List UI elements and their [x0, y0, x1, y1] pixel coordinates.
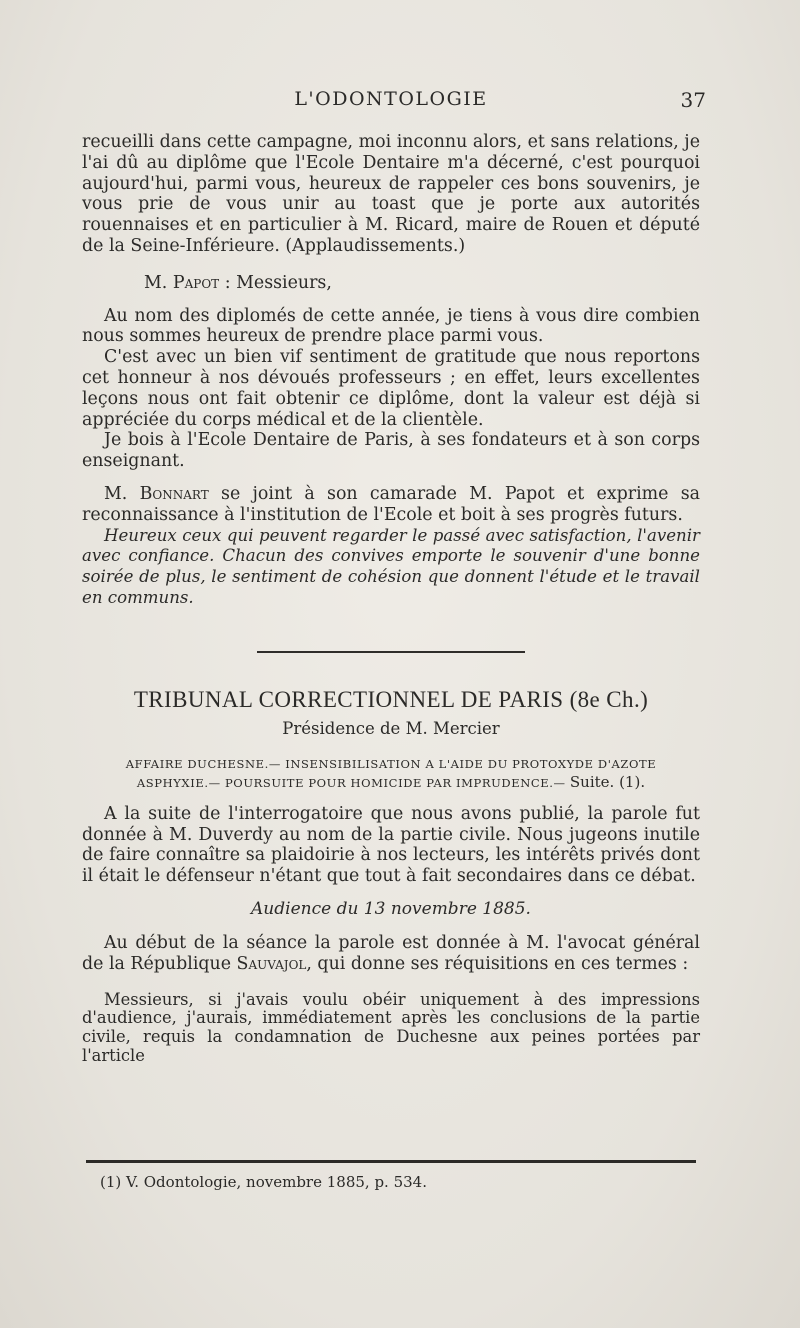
papot-name: Papot — [172, 272, 220, 293]
affair-line-2 — [82, 773, 700, 792]
presidence-line: Présidence de M. Mercier — [282, 718, 500, 738]
debut-text-a: Au début de la séance la parole est donnée à M. l'avocat général de la République — [82, 932, 700, 974]
quoted-requisition: Messieurs, si j'avais voulu obéir uniquement à des impressions d'audience, j'aurais, immédiatement après les conclusions de la partie civile, requis la condamnation de Duchesne aux peines portées par l'article — [82, 989, 700, 1065]
papot-paragraph-3: Je bois à l'Ecole Dentaire de Paris, à ses fondateurs et à son corps enseignant. — [82, 430, 700, 472]
page-number: 37 — [680, 88, 706, 112]
affair-line-2-text: ASPHYXIE.— POURSUITE POUR HOMICIDE PAR IMPRUDENCE.— — [136, 775, 566, 790]
papot-suffix: : Messieurs, — [224, 272, 332, 293]
footnote-rule — [86, 1160, 696, 1163]
audience-date: Audience du 13 novembre 1885. — [251, 898, 531, 919]
papot-paragraph-2: C'est avec un bien vif sentiment de gratitude que nous reportons cet honneur à nos dévoués professeurs ; en effet, leurs excellentes leçons nous ont fait obtenir ce diplôme, dont la valeur est déjà si appréciée du corps médical et de la clientèle. — [82, 347, 700, 430]
affair-heading — [82, 755, 700, 792]
papot-speaker-line — [144, 273, 700, 294]
papot-paragraph-1: Au nom des diplomés de cette année, je tiens à vous dire combien nous sommes heureux de prendre place parmi vous. — [82, 305, 700, 347]
interrogatoire-paragraph: A la suite de l'interrogatoire que nous avons publié, la parole fut donnée à M. Duverdy au nom de la partie civile. Nous jugeons inutile de faire connaître sa plaidoirie à nos lecteurs, les intérêts privés dont il était le défenseur n'étant que tout à fait secondaires dans ce débat. — [82, 803, 700, 887]
running-head — [82, 88, 706, 120]
section-title: TRIBUNAL CORRECTIONNEL DE PARIS (8e Ch.) — [133, 686, 649, 712]
closing-italic-paragraph: Heureux ceux qui peuvent regarder le passé avec satisfaction, l'avenir avec confiance. Chacun des convives emporte le souvenir d'une bonne soirée de plus, le sentiment de cohésion que donnent l'étude et le travail en communs. — [82, 525, 700, 607]
affair-suite: Suite. (1). — [569, 772, 646, 791]
bonnart-rest: se joint à son camarade M. Papot et exprime sa reconnaissance à l'institution de l'Ecole et boit à ses progrès futurs. — [82, 483, 701, 525]
footnote: (1) V. Odontologie, novembre 1885, p. 534. — [100, 1173, 427, 1191]
papot-prefix: M. — [144, 272, 168, 293]
running-title: L'ODONTOLOGIE — [294, 88, 488, 110]
bonnart-paragraph — [82, 484, 700, 526]
sauvajol-name: Sauvajol — [236, 953, 307, 974]
bonnart-prefix: M. — [104, 483, 128, 504]
debut-text-b: , qui donne ses réquisitions en ces termes : — [306, 953, 689, 974]
debut-paragraph — [82, 933, 700, 975]
affair-line-1: AFFAIRE DUCHESNE.— INSENSIBILISATION A L'AIDE DU PROTOXYDE D'AZOTE — [125, 756, 657, 771]
continued-paragraph: recueilli dans cette campagne, moi inconnu alors, et sans relations, je l'ai dû au diplôme que l'Ecole Dentaire m'a décerné, c'est pourquoi aujourd'hui, parmi vous, heureux de rappeler ces bons souvenirs, je vous prie de vous unir au toast que je porte aux autorités rouennaises et en particulier à M. Ricard, maire de Rouen et député de la Seine-Inférieure. (Applaudissements.) — [82, 132, 700, 256]
section-divider — [257, 651, 525, 653]
bonnart-name: Bonnart — [139, 483, 209, 504]
